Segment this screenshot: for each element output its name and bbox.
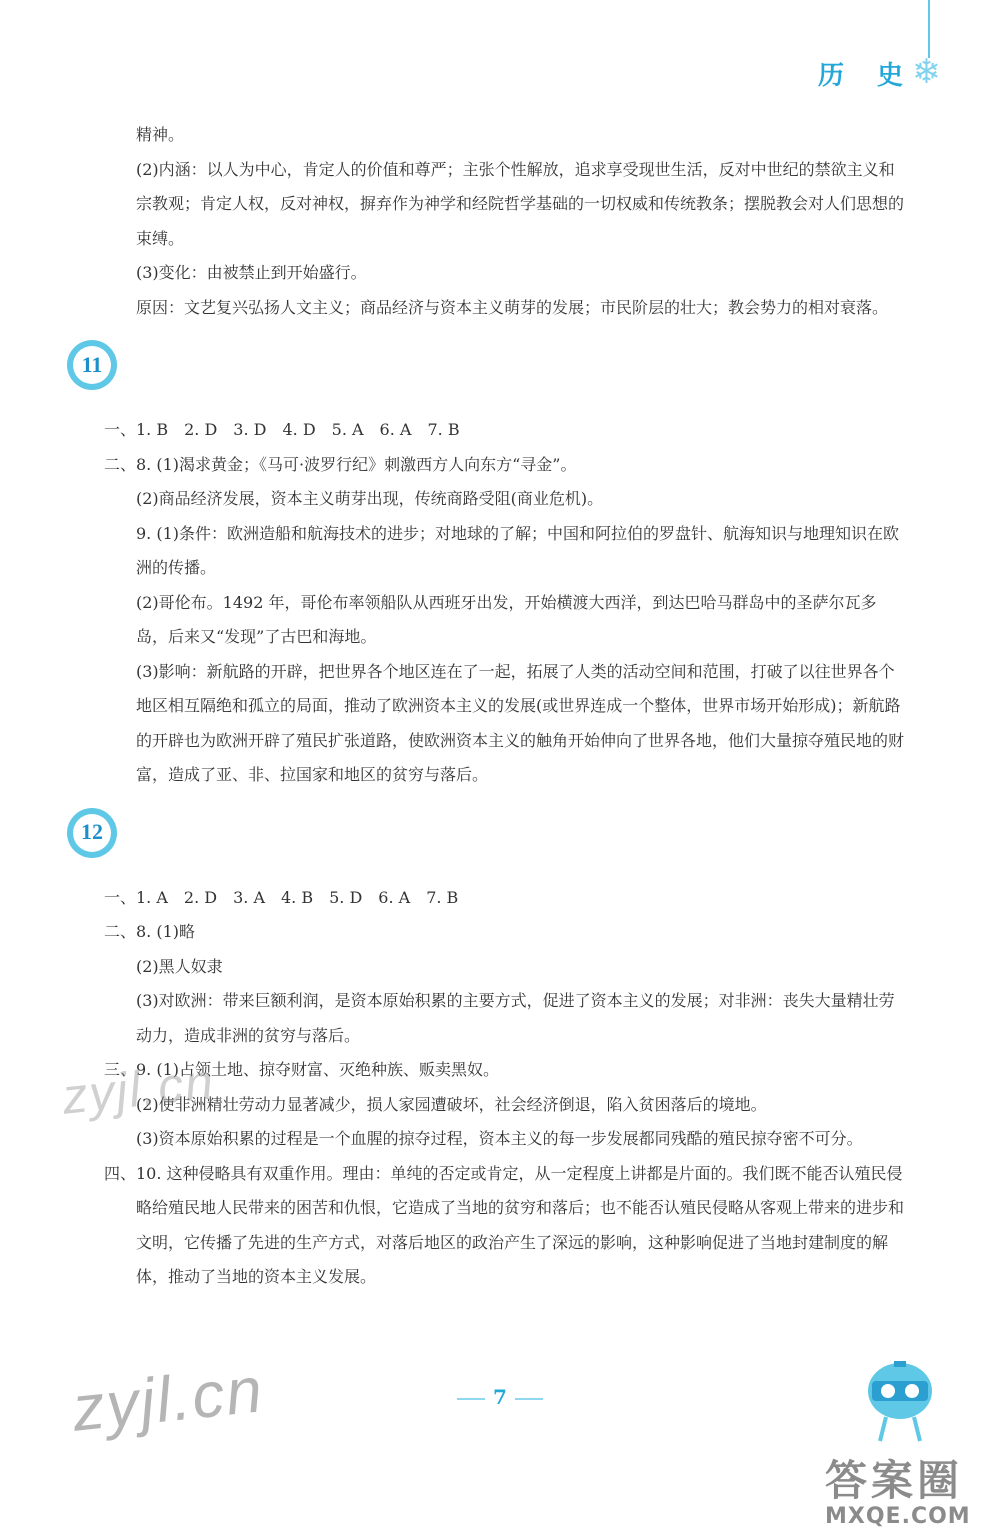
- intro-section: [104, 118, 904, 325]
- site-badge-title: 答案圈: [825, 1456, 964, 1505]
- lesson-11-answers: [104, 413, 904, 793]
- answer-line: (3)资本原始积累的过程是一个血腥的掠夺过程，资本主义的每一步发展都同残酷的殖民掠夺密不可分。: [136, 1129, 863, 1148]
- answer-line: (2)黑人奴隶: [136, 956, 223, 976]
- lesson-12-answers: [104, 881, 904, 1295]
- site-badge-url: MXQE.COM: [825, 1504, 971, 1529]
- answer-line: 9. (1)条件：欧洲造船和航海技术的进步；对地球的了解；中国和阿拉伯的罗盘针、航海知识与地理知识在欧洲的传播。: [136, 523, 900, 577]
- lesson-badge-12: [66, 807, 118, 859]
- page-number-line-left: [457, 1398, 485, 1400]
- page-number: [0, 1385, 1000, 1409]
- lesson-number: 12: [81, 819, 103, 845]
- answer-line: 二、8. (1)略: [104, 922, 196, 941]
- answer-line: (2)内涵：以人为中心，肯定人的价值和尊严；主张个性解放，追求享受现世生活，反对中世纪的禁欲主义和宗教观；肯定人权，反对神权，摒弃作为神学和经院哲学基础的一切权威和传统教条；摆脱教会对人们思想的束缚。: [136, 159, 905, 248]
- watermark-logo: zyjl.cn: [68, 1353, 268, 1445]
- answer-line: (3)影响：新航路的开辟，把世界各个地区连在了一起，拓展了人类的活动空间和范围，打破了以往世界各个地区相互隔绝和孤立的局面，推动了欧洲资本主义的发展(或世界连成一个整体，世界市场开始形成)；新航路的开辟也为欧洲开辟了殖民扩张道路，使欧洲资本主义的触角开始伸向了世界各地，他们大量掠夺殖民地的财富，造成了亚、非、拉国家和地区的贫穷与落后。: [136, 661, 905, 784]
- snowflake-icon: ❄: [912, 52, 941, 92]
- answer-line: (2)哥伦布。1492 年，哥伦布率领船队从西班牙出发，开始横渡大西洋，到达巴哈马群岛中的圣萨尔瓦多岛，后来又“发现”了古巴和海地。: [136, 592, 877, 646]
- answer-line: 一、1. A 2. D 3. A 4. B 5. D 6. A 7. B: [104, 887, 459, 907]
- page-subject-title: 历 史: [818, 61, 916, 91]
- answer-line: 二、8. (1)渴求黄金；《马可·波罗行纪》刺激西方人向东方“寻金”。: [104, 454, 577, 474]
- answer-line: (3)变化：由被禁止到开始盛行。: [136, 263, 367, 282]
- site-badge: [825, 1448, 995, 1528]
- page-number-value: 7: [493, 1385, 507, 1409]
- answer-line: 四、10. 这种侵略具有双重作用。理由：单纯的否定或肯定，从一定程度上讲都是片面的。我们既不能否认殖民侵略给殖民地人民带来的困苦和仇恨，它造成了当地的贫穷和落后；也不能否认殖民侵略从客观上带来的进步和文明，它传播了先进的生产方式，对落后地区的政治产生了深远的影响，这种影响促进了当地封建制度的解体，推动了当地的资本主义发展。: [104, 1163, 905, 1286]
- answer-line: (2)商品经济发展，资本主义萌芽出现，传统商路受阻(商业危机)。: [136, 489, 604, 508]
- watermark-text: zyjl.cn: [59, 1053, 218, 1125]
- answer-line: (3)对欧洲：带来巨额利润，是资本原始积累的主要方式，促进了资本主义的发展；对非洲：丧失大量精壮劳动力，造成非洲的贫穷与落后。: [136, 991, 895, 1045]
- answer-content: [81, 118, 905, 1295]
- lantern-icon: [858, 1355, 942, 1445]
- answer-line: (2)使非洲精壮劳动力显著减少，损人家园遭破坏，社会经济倒退，陷入贫困落后的境地。: [136, 1094, 767, 1114]
- answer-line: 一、1. B 2. D 3. D 4. D 5. A 6. A 7. B: [104, 420, 460, 439]
- lesson-number: 11: [81, 351, 103, 377]
- page-number-line-right: [515, 1398, 543, 1400]
- answer-line: 三、9. (1)占领土地、掠夺财富、灭绝种族、贩卖黑奴。: [104, 1060, 500, 1079]
- answer-line: 精神。: [136, 125, 185, 144]
- answer-line: 原因：文艺复兴弘扬人文主义；商品经济与资本主义萌芽的发展；市民阶层的壮大；教会势力的相对衰落。: [136, 297, 889, 317]
- header-divider: [928, 0, 930, 58]
- lesson-badge-11: [66, 339, 118, 391]
